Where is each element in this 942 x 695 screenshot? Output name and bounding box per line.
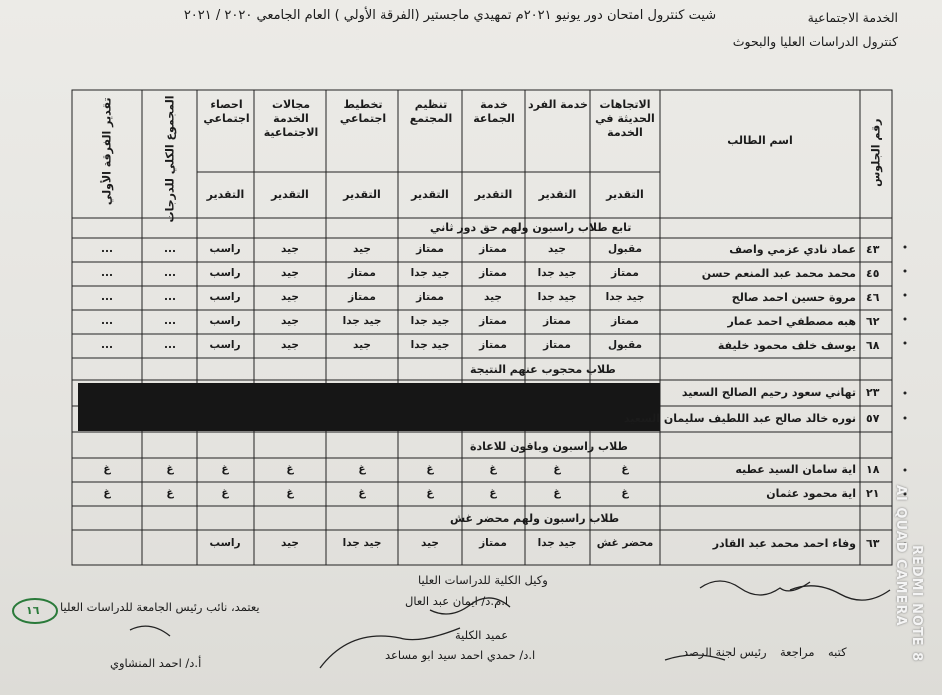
seat-number: ١٨ (866, 463, 880, 476)
vice-dean-name: ا.م.د/ ايمان عبد العال (405, 594, 509, 608)
grade-cell: غ (553, 487, 561, 499)
grade-cell: غ (621, 487, 629, 499)
grade-label: التقدير (271, 188, 309, 201)
grade-cell: محضر غش (596, 537, 654, 549)
device-watermark: REDMI NOTE 8 (909, 545, 924, 663)
overall-column-header: تقدير الفرقة الأولي (100, 97, 114, 206)
grade-cell: جيد جدا (410, 267, 450, 279)
student-name: اية سامان السيد عطيه (735, 463, 856, 476)
grade-cell: غ (286, 463, 294, 475)
reviewer-label: مراجعة (780, 645, 815, 659)
subject-header-modern-trends: الاتجاهات الحديثة في الخدمة (595, 98, 655, 139)
grade-cell: جيد جدا (342, 537, 382, 549)
seat-number: ٤٥ (866, 267, 880, 280)
grade-cell: غ (489, 487, 497, 499)
page-number: ١٦ (26, 604, 40, 617)
camera-watermark: AI QUAD CAMERA (893, 485, 908, 627)
grade-cell: جيد جدا (537, 267, 577, 279)
grade-cell: جيد (548, 243, 566, 255)
dean-name: ا.د/ حمدي احمد سيد ابو مساعد (385, 648, 536, 662)
total-cell: ... (164, 243, 176, 255)
seat-number: ٢١ (866, 487, 880, 500)
overall-cell: ... (101, 291, 113, 303)
grade-cell: غ (286, 487, 294, 499)
subject-header-groupwork: خدمة الجماعة (473, 98, 515, 125)
grade-cell: جيد جدا (605, 291, 645, 303)
section-second-round: تابع طلاب راسبون ولهم حق دور ثاني (430, 221, 632, 234)
grade-cell: جيد جدا (410, 315, 450, 327)
seat-number: ٥٧ (866, 412, 880, 425)
seat-number: ٤٣ (866, 243, 880, 256)
grade-cell: جيد جدا (342, 315, 382, 327)
student-column-header: اسم الطالب (727, 134, 793, 147)
sheet-title: شيت كنترول امتحان دور يونيو ٢٠٢١م تمهيدي ماجستير (الفرقة الأولي ) العام الجامعي ٢٠٢٠ / ٢٠٢١ (183, 8, 717, 23)
grade-label: التقدير (474, 188, 513, 201)
subject-header-statistics: احصاء اجتماعي (203, 98, 250, 125)
seat-number: ٦٣ (866, 537, 880, 550)
grade-cell: راسب (209, 243, 241, 255)
seat-number: ٤٦ (866, 291, 880, 304)
grade-cell: ممتاز (543, 315, 571, 327)
total-cell: غ (166, 463, 174, 475)
subject-header-fields: مجالات الخدمة الاجتماعية (263, 98, 319, 139)
vp-name: أ.د/ احمد المنشاوي (110, 656, 202, 670)
grade-cell: جيد (484, 291, 502, 303)
grade-cell: ممتاز (348, 291, 376, 303)
grade-cell: جيد جدا (537, 291, 577, 303)
grade-cell: جيد (281, 243, 299, 255)
grade-cell: ممتاز (479, 339, 507, 351)
student-name: عماد نادي عزمي واصف (729, 243, 856, 256)
grade-cell: غ (489, 463, 497, 475)
grade-cell: غ (426, 463, 434, 475)
student-name: نوره خالد صالح عبد اللطيف سليمان السعيد (623, 412, 856, 425)
grade-cell: ممتاز (479, 537, 507, 549)
subject-header-casework: خدمة الفرد (528, 98, 588, 111)
grade-label: التقدير (606, 188, 644, 201)
grade-cell: غ (553, 463, 561, 475)
student-name: اية محمود عثمان (766, 487, 856, 500)
student-name: محمد محمد عبد المنعم حسن (701, 267, 856, 280)
overall-cell: ... (101, 315, 113, 327)
control-name: كنترول الدراسات العليا والبحوث (732, 34, 898, 49)
grade-cell: غ (221, 487, 229, 499)
overall-cell: غ (103, 463, 111, 475)
total-cell: ... (164, 267, 176, 279)
section-repeat: طلاب راسبون وباقون للاعادة (470, 440, 628, 453)
grade-cell: جيد جدا (537, 537, 577, 549)
grade-label: التقدير (538, 188, 577, 201)
writer-label: كتبه (828, 645, 847, 659)
grade-cell: جيد جدا (410, 339, 450, 351)
grade-cell: غ (221, 463, 229, 475)
seat-number: ٦٢ (866, 315, 880, 328)
grade-label: التقدير (206, 188, 245, 201)
grade-cell: غ (621, 463, 629, 475)
total-cell: ... (164, 339, 176, 351)
grade-cell: ممتاز (543, 339, 571, 351)
grade-cell: ممتاز (611, 267, 639, 279)
section-cheating: طلاب راسبون ولهم محضر غش (450, 512, 620, 525)
grade-cell: جيد (281, 339, 299, 351)
grade-cell: غ (358, 463, 366, 475)
grade-cell: راسب (209, 315, 241, 327)
grade-cell: ممتاز (479, 243, 507, 255)
overall-cell: ... (101, 267, 113, 279)
grade-cell: ممتاز (479, 315, 507, 327)
seat-column-header: رقم الجلوس (869, 118, 883, 187)
student-name: وفاء احمد محمد عبد القادر (712, 537, 856, 550)
student-name: تهاني سعود رحيم الصالح السعيد (681, 386, 856, 399)
grade-cell: راسب (209, 291, 241, 303)
overall-cell: غ (103, 487, 111, 499)
grade-cell: مقبول (607, 243, 643, 255)
grade-cell: راسب (209, 537, 241, 549)
grade-cell: غ (358, 487, 366, 499)
student-name: مروة حسين احمد صالح (731, 291, 856, 304)
grade-label: التقدير (411, 188, 449, 201)
section-withheld: طلاب محجوب عنهم النتيجة (470, 363, 616, 376)
grade-cell: جيد (281, 267, 299, 279)
seat-number: ٦٨ (866, 339, 880, 352)
grade-cell: جيد (421, 537, 439, 549)
dean-title: عميد الكلية (455, 628, 509, 642)
grade-cell: ممتاز (348, 267, 376, 279)
grade-cell: راسب (209, 267, 241, 279)
total-cell: ... (164, 291, 176, 303)
student-name: يوسف خلف محمود خليفة (717, 339, 856, 352)
total-cell: غ (166, 487, 174, 499)
overall-cell: ... (101, 339, 113, 351)
subject-header-planning: تخطيط اجتماعي (339, 98, 387, 125)
grade-cell: راسب (209, 339, 241, 351)
subject-header-community: تنظيم المجتمع (409, 98, 453, 125)
approval-text: يعتمد، نائب رئيس الجامعة للدراسات العليا (60, 600, 260, 614)
grade-cell: جيد (353, 243, 371, 255)
grade-label: التقدير (343, 188, 381, 201)
grade-cell: ممتاز (479, 267, 507, 279)
total-column-header: المجموع الكلي للدرجات (163, 95, 177, 223)
grade-cell: جيد (353, 339, 371, 351)
seat-number: ٢٣ (866, 386, 880, 399)
overall-cell: ... (101, 243, 113, 255)
grade-cell: جيد (281, 291, 299, 303)
faculty-name: الخدمة الاجتماعية (807, 10, 898, 25)
grade-cell: ممتاز (611, 315, 639, 327)
grade-cell: ممتاز (416, 291, 444, 303)
total-cell: ... (164, 315, 176, 327)
grade-cell: جيد (281, 315, 299, 327)
grade-cell: غ (426, 487, 434, 499)
grade-cell: ممتاز (416, 243, 444, 255)
vice-dean-title: وكيل الكلية للدراسات العليا (418, 573, 548, 587)
signatures (0, 560, 942, 695)
monitor-head: رئيس لجنة الرصد (683, 645, 767, 659)
redacted-block (78, 383, 660, 431)
grade-cell: مقبول (607, 339, 643, 351)
student-name: هبه مصطفي احمد عمار (727, 315, 856, 328)
grade-cell: جيد (281, 537, 299, 549)
